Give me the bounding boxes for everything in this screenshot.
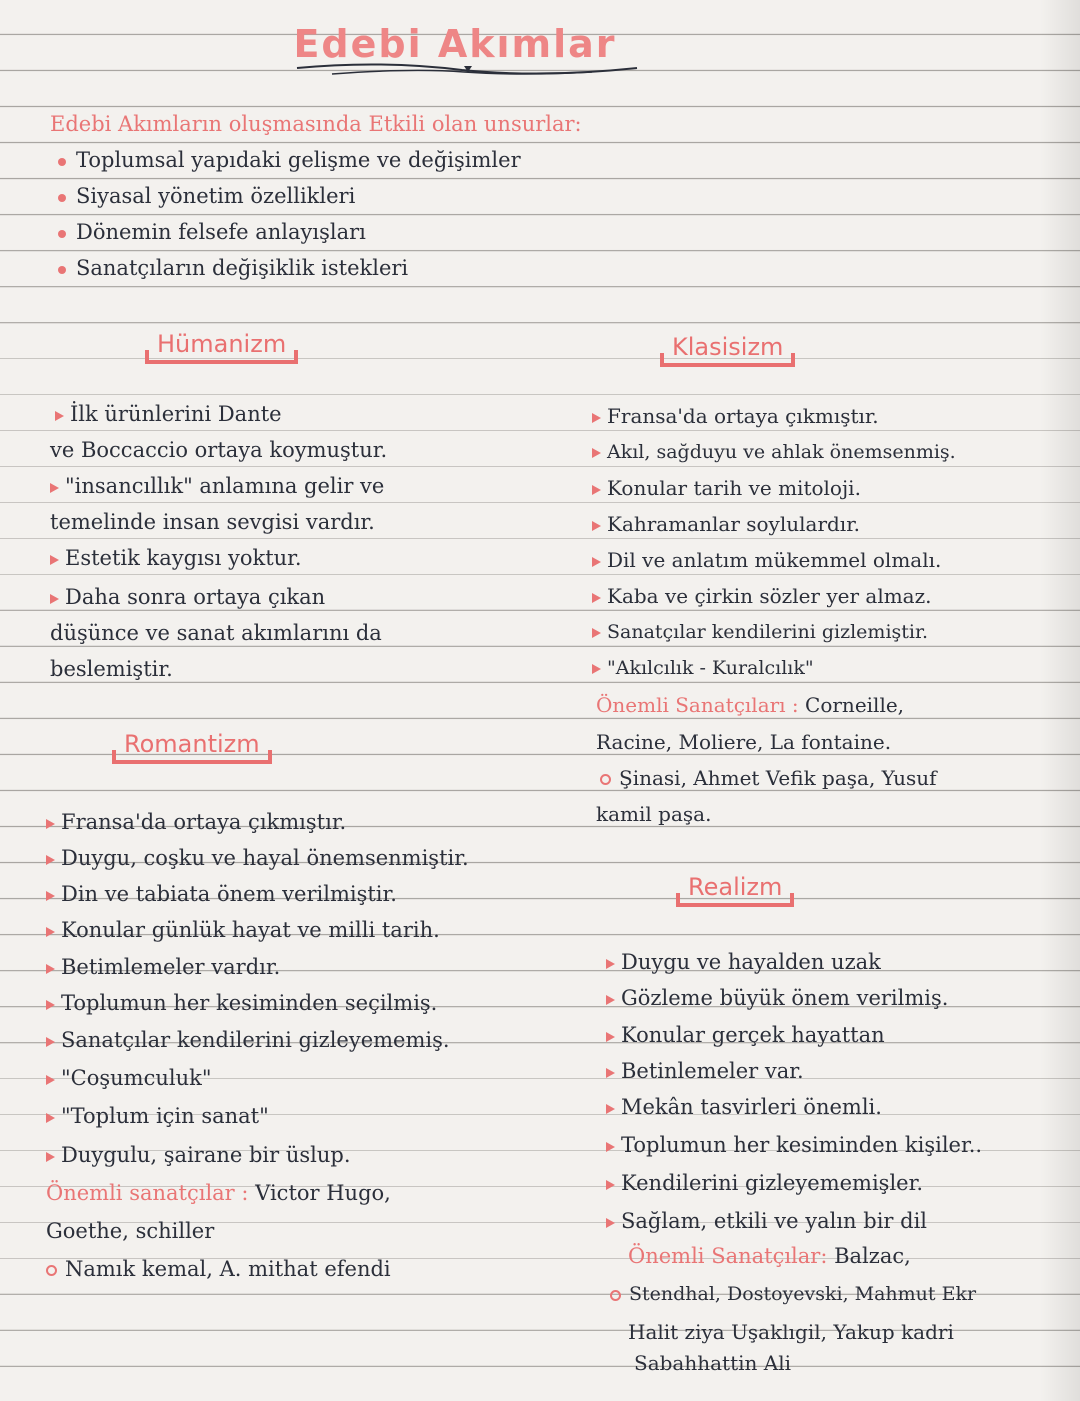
- klasisizm-line: Konular tarih ve mitoloji.: [592, 475, 861, 501]
- romantizm-line: Duygulu, şairane bir üslup.: [46, 1142, 351, 1168]
- klasisizm-line: Fransa'da ortaya çıkmıştır.: [592, 403, 879, 429]
- romantizm-line: Duygu, coşku ve hayal önemsenmiştir.: [46, 845, 469, 871]
- arrow-bullet-icon: [606, 1104, 615, 1114]
- klasisizm-artists: kamil paşa.: [596, 802, 712, 826]
- arrow-bullet-icon: [592, 628, 601, 638]
- intro-item: Toplumsal yapıdaki gelişme ve değişimler: [58, 147, 521, 173]
- romantizm-artists: Namık kemal, A. mithat efendi: [46, 1256, 391, 1282]
- klasisizm-heading: Klasisizm: [660, 333, 795, 367]
- arrow-bullet-icon: [606, 1218, 615, 1228]
- romantizm-heading: Romantizm: [112, 730, 272, 764]
- arrow-bullet-icon: [55, 411, 64, 421]
- humanizm-line: İlk ürünlerini Dante: [55, 401, 282, 427]
- klasisizm-line: "Akılcılık - Kuralcılık": [592, 655, 814, 681]
- arrow-bullet-icon: [606, 1032, 615, 1042]
- realizm-line: Mekân tasvirleri önemli.: [606, 1094, 882, 1120]
- realizm-artists: Sabahhattin Ali: [634, 1351, 791, 1375]
- intro-heading: Edebi Akımların oluşmasında Etkili olan unsurlar:: [50, 112, 582, 136]
- humanizm-line: beslemiştir.: [50, 657, 173, 681]
- klasisizm-line: Kahramanlar soylulardır.: [592, 511, 860, 537]
- arrow-bullet-icon: [606, 959, 615, 969]
- intro-item: Sanatçıların değişiklik istekleri: [58, 255, 408, 281]
- humanizm-line: düşünce ve sanat akımlarını da: [50, 621, 382, 645]
- arrow-bullet-icon: [592, 557, 601, 567]
- arrow-bullet-icon: [606, 995, 615, 1005]
- arrow-bullet-icon: [50, 483, 59, 493]
- ring-bullet-icon: [600, 774, 611, 785]
- romantizm-artists: Goethe, schiller: [46, 1219, 215, 1243]
- realizm-line: Gözleme büyük önem verilmiş.: [606, 985, 948, 1011]
- arrow-bullet-icon: [46, 1152, 55, 1162]
- bullet-dot-icon: [58, 266, 66, 274]
- klasisizm-line: Dil ve anlatım mükemmel olmalı.: [592, 547, 941, 573]
- arrow-bullet-icon: [46, 891, 55, 901]
- romantizm-line: Sanatçılar kendilerini gizleyememiş.: [46, 1027, 450, 1053]
- romantizm-artists: Önemli sanatçılar : Victor Hugo,: [46, 1181, 391, 1205]
- romantizm-line: Din ve tabiata önem verilmiştir.: [46, 881, 397, 907]
- arrow-bullet-icon: [592, 593, 601, 603]
- realizm-line: Toplumun her kesiminden kişiler..: [606, 1132, 982, 1158]
- humanizm-heading: Hümanizm: [145, 330, 298, 364]
- arrow-bullet-icon: [592, 485, 601, 495]
- humanizm-line: Daha sonra ortaya çıkan: [50, 584, 325, 610]
- realizm-artists: Halit ziya Uşaklıgil, Yakup kadri: [628, 1320, 954, 1344]
- arrow-bullet-icon: [592, 664, 601, 674]
- humanizm-line: "insancıllık" anlamına gelir ve: [50, 473, 384, 499]
- humanizm-line: ve Boccaccio ortaya koymuştur.: [50, 438, 388, 462]
- realizm-artists: Önemli Sanatçılar: Balzac,: [628, 1244, 911, 1268]
- ring-bullet-icon: [610, 1290, 621, 1301]
- arrow-bullet-icon: [606, 1180, 615, 1190]
- ring-bullet-icon: [46, 1265, 57, 1276]
- klasisizm-line: Akıl, sağduyu ve ahlak önemsenmiş.: [592, 439, 956, 465]
- realizm-line: Sağlam, etkili ve yalın bir dil: [606, 1208, 927, 1234]
- arrow-bullet-icon: [46, 1000, 55, 1010]
- arrow-bullet-icon: [50, 594, 59, 604]
- humanizm-line: Estetik kaygısı yoktur.: [50, 545, 302, 571]
- arrow-bullet-icon: [46, 927, 55, 937]
- humanizm-line: temelinde insan sevgisi vardır.: [50, 510, 375, 534]
- klasisizm-artists: Şinasi, Ahmet Vefik paşa, Yusuf: [600, 765, 937, 791]
- page-title: Edebi Akımlar: [293, 22, 617, 66]
- arrow-bullet-icon: [592, 521, 601, 531]
- arrow-bullet-icon: [46, 819, 55, 829]
- arrow-bullet-icon: [592, 448, 601, 458]
- realizm-line: Duygu ve hayalden uzak: [606, 949, 881, 975]
- bullet-dot-icon: [58, 230, 66, 238]
- romantizm-line: Betimlemeler vardır.: [46, 954, 280, 980]
- arrow-bullet-icon: [592, 413, 601, 423]
- klasisizm-artists: Önemli Sanatçıları : Corneille,: [596, 693, 905, 717]
- realizm-heading: Realizm: [676, 873, 794, 907]
- romantizm-line: "Toplum için sanat": [46, 1103, 269, 1129]
- arrow-bullet-icon: [46, 1113, 55, 1123]
- romantizm-line: Fransa'da ortaya çıkmıştır.: [46, 809, 346, 835]
- arrow-bullet-icon: [50, 555, 59, 565]
- realizm-line: Kendilerini gizleyememişler.: [606, 1170, 923, 1196]
- intro-item: Siyasal yönetim özellikleri: [58, 183, 355, 209]
- realizm-line: Betinlemeler var.: [606, 1058, 804, 1084]
- klasisizm-line: Kaba ve çirkin sözler yer almaz.: [592, 583, 932, 609]
- romantizm-line: Konular günlük hayat ve milli tarih.: [46, 917, 440, 943]
- klasisizm-line: Sanatçılar kendilerini gizlemiştir.: [592, 619, 928, 645]
- realizm-line: Konular gerçek hayattan: [606, 1022, 885, 1048]
- page-shadow: [1040, 0, 1080, 1401]
- bullet-dot-icon: [58, 158, 66, 166]
- romantizm-line: Toplumun her kesiminden seçilmiş.: [46, 990, 437, 1016]
- arrow-bullet-icon: [606, 1068, 615, 1078]
- klasisizm-artists: Racine, Moliere, La fontaine.: [596, 730, 892, 754]
- arrow-bullet-icon: [46, 1075, 55, 1085]
- arrow-bullet-icon: [46, 1037, 55, 1047]
- title-swash-ornament: [292, 58, 642, 84]
- romantizm-line: "Coşumculuk": [46, 1065, 212, 1091]
- bullet-dot-icon: [58, 194, 66, 202]
- arrow-bullet-icon: [606, 1142, 615, 1152]
- intro-item: Dönemin felsefe anlayışları: [58, 219, 366, 245]
- arrow-bullet-icon: [46, 855, 55, 865]
- arrow-bullet-icon: [46, 964, 55, 974]
- realizm-artists: Stendhal, Dostoyevski, Mahmut Ekr: [610, 1281, 976, 1307]
